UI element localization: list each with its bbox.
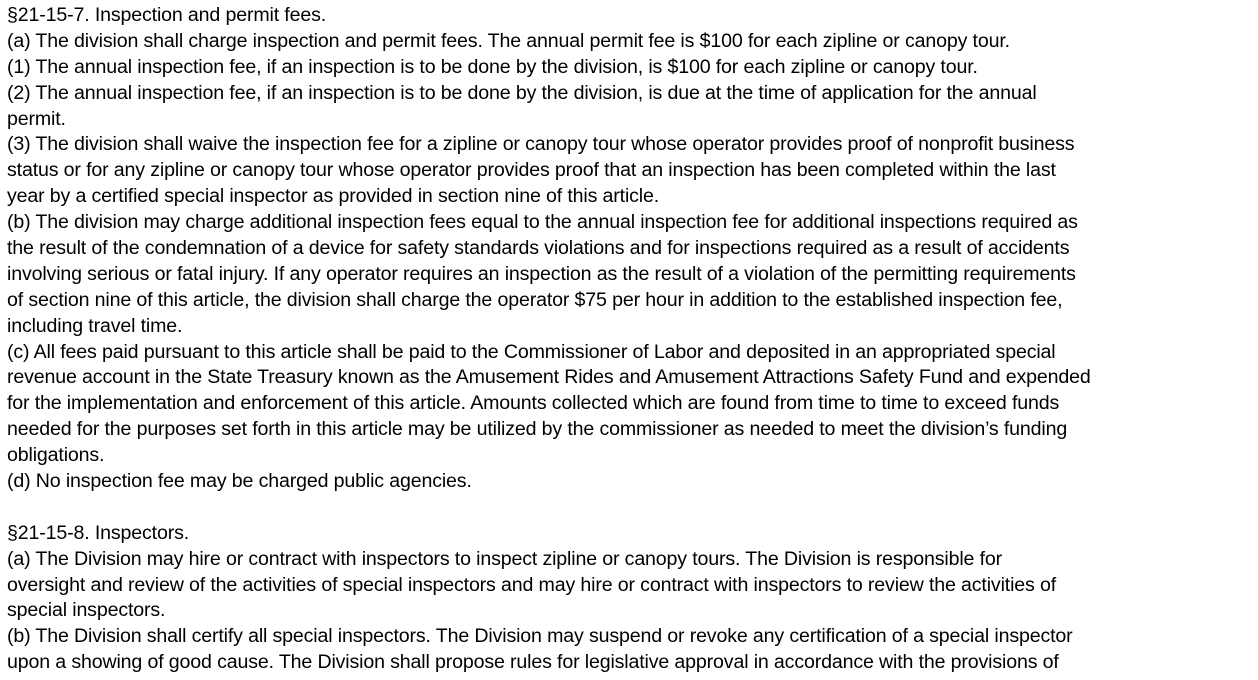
blank-line <box>7 495 1258 521</box>
text-line: involving serious or fatal injury. If any operator requires an inspection as the result of a violation of the permitting requirements <box>7 262 1076 285</box>
text-line: oversight and review of the activities of special inspectors and may hire or contract with inspectors to review the activities of <box>7 573 1056 596</box>
text-line: year by a certified special inspector as provided in section nine of this article. <box>7 185 660 208</box>
text-line: upon a showing of good cause. The Division shall propose rules for legislative approval in accordance with the provisions of <box>7 651 1059 674</box>
text-line: of section nine of this article, the division shall charge the operator $75 per hour in addition to the established inspection fee, <box>7 288 1063 311</box>
text-line: status or for any zipline or canopy tour whose operator provides proof that an inspection has been completed within the last <box>7 159 1056 182</box>
text-line: (b) The Division shall certify all special inspectors. The Division may suspend or revoke any certification of a special inspector <box>7 625 1073 648</box>
text-line: the result of the condemnation of a device for safety standards violations and for inspections required as a result of accidents <box>7 237 1070 260</box>
text-line: special inspectors. <box>7 599 166 622</box>
text-line: (2) The annual inspection fee, if an inspection is to be done by the division, is due at the time of application for the annual <box>7 81 1037 104</box>
text-line: (a) The Division may hire or contract with inspectors to inspect zipline or canopy tours. The Division is responsible for <box>7 547 1002 570</box>
text-line: permit. <box>7 107 66 130</box>
text-line: needed for the purposes set forth in this article may be utilized by the commissioner as needed to meet the division’s funding <box>7 418 1068 441</box>
text-line: obligations. <box>7 444 105 467</box>
text-line: (1) The annual inspection fee, if an inspection is to be done by the division, is $100 for each zipline or canopy tour. <box>7 55 978 78</box>
text-line: revenue account in the State Treasury known as the Amusement Rides and Amusement Attractions Safety Fund and expended <box>7 366 1091 389</box>
section-heading: §21-15-7. Inspection and permit fees. <box>7 4 327 26</box>
text-line: (c) All fees paid pursuant to this article shall be paid to the Commissioner of Labor and deposited in an appropriated special <box>7 340 1056 363</box>
text-line: (b) The division may charge additional inspection fees equal to the annual inspection fee for additional inspections required as <box>7 211 1078 234</box>
section-21-15-8 <box>7 521 1258 676</box>
section-21-15-7 <box>7 3 1258 495</box>
text-line: for the implementation and enforcement of this article. Amounts collected which are found from time to time to exceed funds <box>7 392 1060 415</box>
section-heading: §21-15-8. Inspectors. <box>7 521 190 544</box>
text-line: (d) No inspection fee may be charged public agencies. <box>7 470 472 493</box>
text-line: (3) The division shall waive the inspection fee for a zipline or canopy tour whose operator provides proof of nonprofit business <box>7 133 1075 156</box>
document-body <box>7 3 1258 676</box>
text-line: including travel time. <box>7 314 183 337</box>
text-line: (a) The division shall charge inspection and permit fees. The annual permit fee is $100 for each zipline or canopy tour. <box>7 29 1010 52</box>
